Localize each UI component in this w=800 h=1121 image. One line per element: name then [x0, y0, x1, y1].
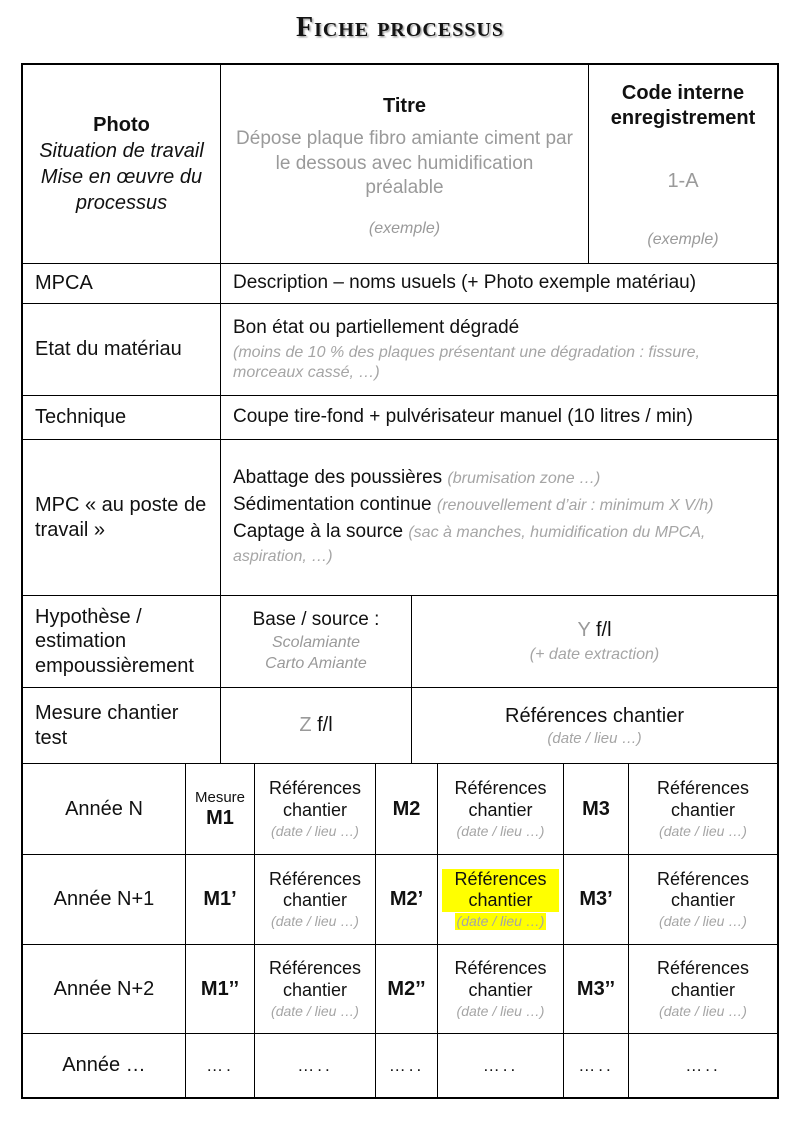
ref-note: (date / lieu …)	[659, 1002, 747, 1019]
hypothese-value-line	[577, 619, 611, 642]
year-etc-cell-3: …..	[375, 1034, 437, 1097]
photo-subtitle-line2: Mise en œuvre du processus	[40, 166, 203, 214]
year-etc-cell-6: …..	[628, 1034, 777, 1097]
year-n1-m2-cell	[375, 855, 437, 944]
mpc-item-2-text: Sédimentation continue	[233, 493, 432, 515]
mpc-value-cell	[220, 440, 777, 595]
year-n-label: Année N	[65, 797, 143, 820]
year-n2-m2: M2’’	[387, 977, 426, 1000]
technique-value-text: Coupe tire-fond + pulvérisateur manuel (10 litres / min)	[233, 406, 693, 428]
year-n-m3: M3	[582, 797, 610, 820]
titre-cell	[220, 65, 588, 263]
year-n-m3-cell	[563, 764, 628, 854]
hypothese-value: Y	[577, 619, 591, 641]
year-etc-cell-1: ….	[185, 1034, 254, 1097]
etat-note: (moins de 10 % des plaques présentant une dégradation : fissure, morceaux cassé, …)	[233, 343, 700, 381]
ref-note: (date / lieu …)	[271, 913, 359, 930]
ref-note: (date / lieu …)	[456, 1002, 545, 1019]
year-n2-ref2-cell	[437, 945, 563, 1033]
mpc-item-1	[233, 466, 767, 491]
technique-value	[220, 396, 777, 439]
ref-text: Références chantier	[656, 958, 750, 1000]
titre-example: (exemple)	[368, 220, 441, 238]
hypothese-label: Hypothèse / estimation empoussièrement	[35, 605, 194, 677]
fiche-processus-table	[21, 63, 779, 1099]
mpc-item-3	[233, 520, 767, 569]
year-n-m1: M1	[206, 806, 234, 829]
base-source-label: Base / source :	[252, 609, 380, 631]
hypothese-base-cell	[220, 596, 411, 687]
mpca-row	[23, 263, 777, 303]
year-n1-m1-cell	[185, 855, 254, 944]
year-n-m1-cell	[185, 764, 254, 854]
etat-row	[23, 303, 777, 395]
page-title: Fiche processus	[295, 12, 505, 43]
mesure-ref-cell	[411, 688, 777, 763]
year-n1-ref2-cell-highlighted	[437, 855, 563, 944]
hypothese-unit: f/l	[595, 619, 612, 641]
highlighted-ref-text: Références chantier	[442, 869, 559, 913]
code-value: 1-A	[667, 170, 699, 192]
ref-text: Références chantier	[454, 958, 547, 1000]
year-n-ref1-cell	[254, 764, 375, 854]
mesure-value-line	[299, 714, 332, 737]
mpc-item-2	[233, 493, 767, 518]
ref-text: Références chantier	[656, 778, 750, 820]
year-n1-label: Année N+1	[53, 888, 155, 910]
hypothese-value-cell	[411, 596, 777, 687]
mesure-row	[23, 687, 777, 763]
year-etc-label: Année …	[62, 1054, 146, 1076]
base-source-1: Scolamiante	[271, 634, 361, 652]
photo-subtitle-line1: Situation de travail	[39, 140, 204, 162]
year-n2-label: Année N+2	[53, 977, 155, 1000]
ref-text: Références chantier	[268, 868, 362, 911]
year-n2-m1: M1’’	[200, 977, 240, 1000]
ref-text: Références chantier	[268, 958, 362, 1000]
mpc-item-1-text: Abattage des poussières	[233, 467, 443, 489]
mpc-item-3-text: Captage à la source	[233, 520, 404, 542]
year-etc-cell-4: …..	[437, 1034, 563, 1097]
mpc-label: MPC « au poste de travail »	[35, 494, 207, 541]
hypothese-note: (+ date extraction)	[529, 646, 660, 663]
year-n2-m3-cell	[563, 945, 628, 1033]
photo-cell	[23, 65, 220, 263]
mesure-ref-label: Références chantier	[505, 704, 684, 727]
year-n1-row	[23, 854, 777, 944]
year-n-ref2-cell	[437, 764, 563, 854]
year-n2-m3: M3’’	[576, 977, 616, 1000]
year-n2-ref1-cell	[254, 945, 375, 1033]
year-n2-m1-cell	[185, 945, 254, 1033]
year-n2-row	[23, 944, 777, 1033]
etat-value-cell	[220, 304, 777, 395]
mesure-value-cell	[220, 688, 411, 763]
mesure-unit: f/l	[317, 714, 333, 736]
etat-value: Bon état ou partiellement dégradé	[233, 317, 520, 339]
year-n2-m2-cell	[375, 945, 437, 1033]
year-n1-m3-cell	[563, 855, 628, 944]
mesure-value: Z	[299, 714, 312, 736]
year-etc-row	[23, 1033, 777, 1097]
mesure-label: Mesure chantier test	[35, 702, 179, 749]
ref-note: (date / lieu …)	[456, 822, 545, 839]
mpc-item-3-note: (sac à manches, humidification du MPCA, aspiration, …)	[233, 523, 706, 566]
year-n-ref3-cell	[628, 764, 777, 854]
year-n-m2: M2	[392, 797, 421, 820]
year-etc-cell-2: …..	[254, 1034, 375, 1097]
mpca-value	[220, 264, 777, 303]
mpc-row	[23, 439, 777, 595]
header-row	[23, 65, 777, 263]
titre-value: Dépose plaque fibro amiante ciment par le dessous avec humidification préalable	[236, 128, 573, 199]
etat-label: Etat du matériau	[35, 338, 182, 361]
year-n-row	[23, 763, 777, 854]
year-etc-cell-5: …..	[563, 1034, 628, 1097]
highlighted-ref-note: (date / lieu …)	[456, 913, 545, 930]
year-n1-m1: M1’	[203, 888, 237, 910]
mpca-value-text: Description – noms usuels (+ Photo exemple matériau)	[233, 272, 697, 294]
year-n-m2-cell	[375, 764, 437, 854]
code-example: (exemple)	[647, 231, 719, 248]
ref-note: (date / lieu …)	[659, 913, 747, 930]
mpc-item-2-note: (renouvellement d’air : minimum X V/h)	[436, 496, 714, 514]
technique-row	[23, 395, 777, 439]
mpca-label: MPCA	[35, 272, 93, 295]
year-n2-ref3-cell	[628, 945, 777, 1033]
year-n1-m2: M2’	[389, 888, 424, 910]
ref-note: (date / lieu …)	[659, 822, 747, 839]
mpc-item-1-note: (brumisation zone …)	[447, 470, 601, 488]
mesure-ref-note: (date / lieu …)	[547, 729, 642, 747]
ref-text: Références chantier	[656, 868, 750, 911]
ref-text: Références chantier	[268, 778, 362, 820]
ref-note: (date / lieu …)	[271, 822, 359, 839]
technique-label: Technique	[35, 406, 127, 429]
ref-note: (date / lieu …)	[271, 1002, 359, 1019]
photo-label: Photo	[93, 114, 150, 136]
ref-text: Références chantier	[454, 778, 547, 820]
measure-caption: Mesure	[194, 788, 246, 806]
code-label: Code interne enregistrement	[610, 82, 756, 129]
year-n1-m3: M3’	[579, 888, 613, 910]
year-n1-ref1-cell	[254, 855, 375, 944]
titre-label: Titre	[383, 95, 426, 117]
code-cell	[588, 65, 777, 263]
hypothese-row	[23, 595, 777, 687]
year-n1-ref3-cell	[628, 855, 777, 944]
base-source-2: Carto Amiante	[265, 654, 367, 672]
